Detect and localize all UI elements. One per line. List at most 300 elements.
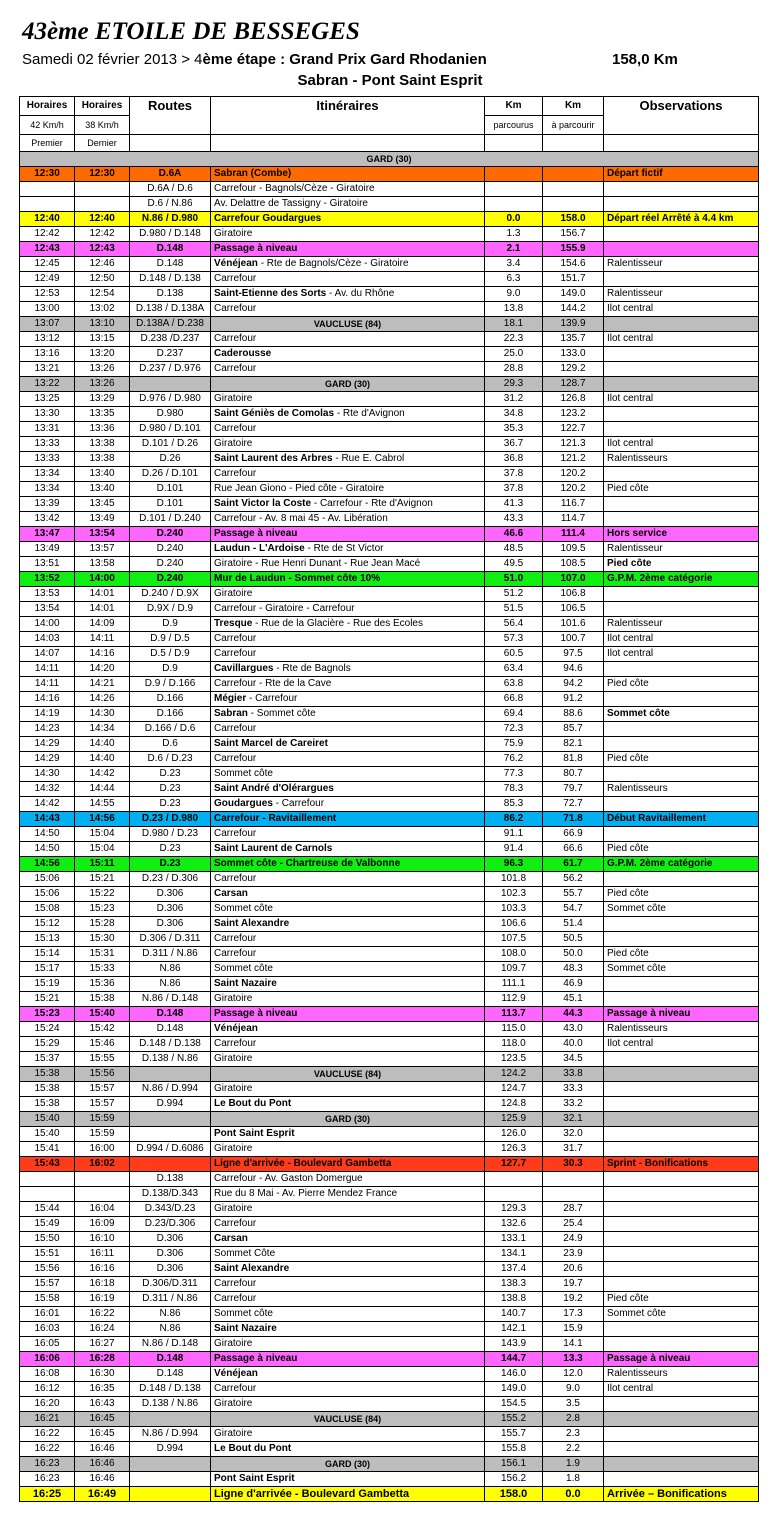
time-first: 13:07 <box>20 317 75 332</box>
time-last: 13:38 <box>75 437 130 452</box>
itinerary <box>211 497 485 512</box>
itinerary-detail: - Carrefour <box>272 798 325 809</box>
itinerary-detail: - Av. du Rhône <box>326 288 395 299</box>
time-first: 14:03 <box>20 632 75 647</box>
table-row <box>20 467 759 482</box>
itinerary-detail: Giratoire <box>214 993 253 1004</box>
itinerary-detail: - Rte de Bagnols <box>273 663 351 674</box>
observation <box>604 797 759 812</box>
itinerary-detail: Carrefour <box>214 423 257 434</box>
table-row <box>20 692 759 707</box>
time-last: 13:49 <box>75 512 130 527</box>
table-row <box>20 452 759 467</box>
time-first: 16:08 <box>20 1367 75 1382</box>
observation: Sprint - Bonifications <box>604 1157 759 1172</box>
itinerary <box>211 782 485 797</box>
table-row <box>20 1367 759 1382</box>
itinerary <box>211 212 485 227</box>
km-left: 3.5 <box>543 1397 604 1412</box>
time-last: 15:23 <box>75 902 130 917</box>
time-first: 15:50 <box>20 1232 75 1247</box>
route-code: D.138 / D.138A <box>130 302 211 317</box>
km-done: 63.8 <box>485 677 543 692</box>
time-first: 14:29 <box>20 752 75 767</box>
km-left: 34.5 <box>543 1052 604 1067</box>
place-name: Saint Marcel de Careiret <box>214 738 328 749</box>
time-last: 14:00 <box>75 572 130 587</box>
route-code: D.311 / N.86 <box>130 947 211 962</box>
time-first: 14:23 <box>20 722 75 737</box>
time-last: 16:27 <box>75 1337 130 1352</box>
route-code <box>130 1157 211 1172</box>
itinerary-detail: Carrefour <box>214 1038 257 1049</box>
time-first: 16:01 <box>20 1307 75 1322</box>
table-row <box>20 347 759 362</box>
col-header-itineraires: Itinéraires <box>211 97 485 135</box>
time-last: 16:00 <box>75 1142 130 1157</box>
itinerary <box>211 1472 485 1487</box>
place-name: Saint Géniès de Comolas <box>214 408 335 419</box>
time-first: 16:06 <box>20 1352 75 1367</box>
table-row <box>20 1382 759 1397</box>
km-left: 33.2 <box>543 1097 604 1112</box>
time-last: 12:50 <box>75 272 130 287</box>
route-code <box>130 1112 211 1127</box>
time-last: 14:21 <box>75 677 130 692</box>
time-first: 13:25 <box>20 392 75 407</box>
time-first: 16:25 <box>20 1487 75 1502</box>
itinerary <box>211 1322 485 1337</box>
itinerary-detail: - Rue E. Cabrol <box>332 453 405 464</box>
itinerary <box>211 1142 485 1157</box>
time-last: 13:40 <box>75 482 130 497</box>
time-last: 15:30 <box>75 932 130 947</box>
km-left: 94.2 <box>543 677 604 692</box>
place-name: Carrefour Goudargues <box>214 213 322 224</box>
km-left: 82.1 <box>543 737 604 752</box>
km-done: 102.3 <box>485 887 543 902</box>
itinerary <box>211 992 485 1007</box>
km-left: 28.7 <box>543 1202 604 1217</box>
observation <box>604 422 759 437</box>
itinerary <box>211 272 485 287</box>
km-left: 121.2 <box>543 452 604 467</box>
table-row <box>20 1127 759 1142</box>
time-last: 12:40 <box>75 212 130 227</box>
observation: Départ réel Arrêté à 4.4 km <box>604 212 759 227</box>
observation <box>604 1322 759 1337</box>
itinerary <box>211 1262 485 1277</box>
itinerary-detail: Giratoire <box>214 1338 253 1349</box>
table-row <box>20 1067 759 1082</box>
observation: Sommet côte <box>604 902 759 917</box>
km-left: 55.7 <box>543 887 604 902</box>
km-done: 103.3 <box>485 902 543 917</box>
itinerary <box>211 452 485 467</box>
time-first: 13:34 <box>20 467 75 482</box>
km-done: 140.7 <box>485 1307 543 1322</box>
time-first: 13:16 <box>20 347 75 362</box>
itinerary-detail: - Rte de St Victor <box>304 543 384 554</box>
itinerary <box>211 182 485 197</box>
time-first: 15:13 <box>20 932 75 947</box>
km-done: 63.4 <box>485 662 543 677</box>
route-code: D.148 <box>130 1352 211 1367</box>
km-done: 123.5 <box>485 1052 543 1067</box>
km-done: 6.3 <box>485 272 543 287</box>
itinerary <box>211 932 485 947</box>
km-done: 49.5 <box>485 557 543 572</box>
km-done: 37.8 <box>485 467 543 482</box>
route-code: D.6 / D.23 <box>130 752 211 767</box>
table-row <box>20 617 759 632</box>
table-row <box>20 1052 759 1067</box>
speed-last: 38 Km/h <box>75 116 130 135</box>
time-last: 15:28 <box>75 917 130 932</box>
itinerary <box>211 1097 485 1112</box>
time-last: 15:42 <box>75 1022 130 1037</box>
region-label: VAUCLUSE (84) <box>211 1067 485 1082</box>
observation <box>604 1262 759 1277</box>
table-row <box>20 422 759 437</box>
time-first: 14:42 <box>20 797 75 812</box>
time-last: 15:56 <box>75 1067 130 1082</box>
itinerary-detail: Carrefour - Av. 8 mai 45 - Av. Libération <box>214 513 388 524</box>
table-row <box>20 992 759 1007</box>
route-code: D.9X / D.9 <box>130 602 211 617</box>
route-code: D.6A / D.6 <box>130 182 211 197</box>
observation: Pied côte <box>604 677 759 692</box>
place-name: Mégier <box>214 693 247 704</box>
km-done: 133.1 <box>485 1232 543 1247</box>
time-last: 14:56 <box>75 812 130 827</box>
km-done: 134.1 <box>485 1247 543 1262</box>
km-done: 96.3 <box>485 857 543 872</box>
route-code: D.980 <box>130 407 211 422</box>
time-last: 12:46 <box>75 257 130 272</box>
observation: Arrivée – Bonifications <box>604 1487 759 1502</box>
time-first: 13:34 <box>20 482 75 497</box>
itinerary <box>211 1367 485 1382</box>
time-last: 16:30 <box>75 1367 130 1382</box>
itinerary-detail: Giratoire <box>214 438 253 449</box>
km-done: 149.0 <box>485 1382 543 1397</box>
itinerary <box>211 302 485 317</box>
table-row <box>20 182 759 197</box>
km-left: 24.9 <box>543 1232 604 1247</box>
time-last: 15:59 <box>75 1127 130 1142</box>
time-first: 15:23 <box>20 1007 75 1022</box>
time-last: 15:11 <box>75 857 130 872</box>
time-last: 15:46 <box>75 1037 130 1052</box>
route-code: D.994 <box>130 1442 211 1457</box>
time-last: 14:42 <box>75 767 130 782</box>
table-row <box>20 242 759 257</box>
route-code <box>130 1472 211 1487</box>
observation <box>604 1052 759 1067</box>
km-left: 123.2 <box>543 407 604 422</box>
table-row <box>20 962 759 977</box>
km-left: 85.7 <box>543 722 604 737</box>
route-code: D.6 / N.86 <box>130 197 211 212</box>
observation <box>604 977 759 992</box>
route-code: N.86 / D.148 <box>130 1337 211 1352</box>
route-code: D.306 <box>130 917 211 932</box>
table-row <box>20 1112 759 1127</box>
time-first: 13:52 <box>20 572 75 587</box>
route-code: D.994 <box>130 1097 211 1112</box>
col-header-km-left: Km <box>543 97 604 116</box>
time-first: 15:38 <box>20 1067 75 1082</box>
time-last: 15:22 <box>75 887 130 902</box>
observation: Ilot central <box>604 437 759 452</box>
km-done: 2.1 <box>485 242 543 257</box>
km-done: 51.5 <box>485 602 543 617</box>
km-left: 139.9 <box>543 317 604 332</box>
km-left: 128.7 <box>543 377 604 392</box>
km-left: 72.7 <box>543 797 604 812</box>
km-left: 9.0 <box>543 1382 604 1397</box>
time-first: 16:23 <box>20 1457 75 1472</box>
place-name: Le Bout du Pont <box>214 1098 292 1109</box>
km-done: 106.6 <box>485 917 543 932</box>
observation <box>604 377 759 392</box>
km-left: 133.0 <box>543 347 604 362</box>
itinerary-detail: - Rue de la Glacière - Rue des Ecoles <box>252 618 423 629</box>
time-first: 15:17 <box>20 962 75 977</box>
observation <box>604 1427 759 1442</box>
itinerary <box>211 467 485 482</box>
km-left: 54.7 <box>543 902 604 917</box>
place-name: Ligne d'arrivée - Boulevard Gambetta <box>214 1488 410 1500</box>
time-first: 13:47 <box>20 527 75 542</box>
table-row <box>20 797 759 812</box>
km-done <box>485 197 543 212</box>
time-last: 16:49 <box>75 1487 130 1502</box>
time-last: 13:15 <box>75 332 130 347</box>
observation <box>604 737 759 752</box>
time-first: 15:38 <box>20 1082 75 1097</box>
km-done: 36.8 <box>485 452 543 467</box>
itinerary <box>211 1157 485 1172</box>
route-code: D.6 <box>130 737 211 752</box>
observation <box>604 512 759 527</box>
time-first: 16:22 <box>20 1427 75 1442</box>
route-code: N.86 <box>130 1322 211 1337</box>
observation <box>604 692 759 707</box>
km-left <box>543 167 604 182</box>
table-row <box>20 587 759 602</box>
itinerary <box>211 422 485 437</box>
time-last: 13:10 <box>75 317 130 332</box>
table-row <box>20 827 759 842</box>
time-first: 14:29 <box>20 737 75 752</box>
km-done: 34.8 <box>485 407 543 422</box>
km-left: 33.8 <box>543 1067 604 1082</box>
itinerary-detail: Sommet Côte <box>214 1248 276 1259</box>
col-header-routes: Routes <box>130 97 211 135</box>
route-code: D.148 <box>130 257 211 272</box>
itinerary-detail: Carrefour <box>214 1278 257 1289</box>
table-row <box>20 527 759 542</box>
route-code <box>130 377 211 392</box>
km-left <box>543 197 604 212</box>
time-first: 12:30 <box>20 167 75 182</box>
observation: Ralentisseur <box>604 617 759 632</box>
time-first: 14:43 <box>20 812 75 827</box>
table-row <box>20 512 759 527</box>
table-row <box>20 707 759 722</box>
km-done <box>485 1187 543 1202</box>
table-row <box>20 482 759 497</box>
table-row <box>20 407 759 422</box>
time-last: 16:46 <box>75 1472 130 1487</box>
itinerary-detail: Sommet côte <box>214 768 273 779</box>
table-row <box>20 572 759 587</box>
table-row <box>20 152 759 167</box>
itinerary-detail: Carrefour <box>214 468 257 479</box>
table-row <box>20 212 759 227</box>
table-row <box>20 842 759 857</box>
route-code: D.26 / D.101 <box>130 467 211 482</box>
time-first: 13:33 <box>20 452 75 467</box>
route-code: D.237 <box>130 347 211 362</box>
observation <box>604 602 759 617</box>
observation <box>604 362 759 377</box>
table-row <box>20 1172 759 1187</box>
itinerary-detail: Giratoire <box>214 1203 253 1214</box>
itinerary <box>211 1442 485 1457</box>
itinerary-detail: Carrefour <box>214 303 257 314</box>
itinerary-detail: Carrefour <box>214 648 257 659</box>
km-left: 151.7 <box>543 272 604 287</box>
km-done: 3.4 <box>485 257 543 272</box>
itinerary-detail: Rue Jean Giono - Pied côte - Giratoire <box>214 483 385 494</box>
itinerary-detail: Carrefour - Av. Gaston Domergue <box>214 1173 363 1184</box>
time-first: 15:21 <box>20 992 75 1007</box>
route-code: D.23/D.306 <box>130 1217 211 1232</box>
km-left: 101.6 <box>543 617 604 632</box>
itinerary-detail: Giratoire <box>214 1398 253 1409</box>
km-done: 109.7 <box>485 962 543 977</box>
table-row <box>20 767 759 782</box>
table-row <box>20 437 759 452</box>
km-done: 43.3 <box>485 512 543 527</box>
time-last: 13:35 <box>75 407 130 422</box>
observation: Pied côte <box>604 842 759 857</box>
time-first: 15:37 <box>20 1052 75 1067</box>
km-done: 51.2 <box>485 587 543 602</box>
table-row <box>20 1082 759 1097</box>
table-row <box>20 1292 759 1307</box>
km-done: 13.8 <box>485 302 543 317</box>
km-left: 94.6 <box>543 662 604 677</box>
route-code: D.23 <box>130 842 211 857</box>
observation <box>604 467 759 482</box>
time-last: 14:40 <box>75 737 130 752</box>
observation: Ralentisseur <box>604 542 759 557</box>
observation <box>604 1172 759 1187</box>
time-first: 12:42 <box>20 227 75 242</box>
table-row <box>20 1427 759 1442</box>
itinerary <box>211 287 485 302</box>
km-done: 51.0 <box>485 572 543 587</box>
km-done: 129.3 <box>485 1202 543 1217</box>
itinerary <box>211 602 485 617</box>
observation <box>604 407 759 422</box>
itinerary-detail: Giratoire <box>214 588 253 599</box>
km-left: 126.8 <box>543 392 604 407</box>
time-first: 15:56 <box>20 1262 75 1277</box>
km-done: 66.8 <box>485 692 543 707</box>
km-done: 41.3 <box>485 497 543 512</box>
observation <box>604 1277 759 1292</box>
km-done: 76.2 <box>485 752 543 767</box>
route-code: D.994 / D.6086 <box>130 1142 211 1157</box>
table-row <box>20 1397 759 1412</box>
time-last <box>75 1187 130 1202</box>
km-left: 120.2 <box>543 482 604 497</box>
table-row <box>20 1217 759 1232</box>
observation <box>604 1142 759 1157</box>
itinerary <box>211 1307 485 1322</box>
route-code: D.23 <box>130 797 211 812</box>
time-first: 14:00 <box>20 617 75 632</box>
time-first: 13:42 <box>20 512 75 527</box>
km-left: 43.0 <box>543 1022 604 1037</box>
km-done: 111.1 <box>485 977 543 992</box>
route-code <box>130 1487 211 1502</box>
km-left-label: à parcourir <box>543 116 604 135</box>
itinerary-detail: Carrefour <box>214 1293 257 1304</box>
table-row <box>20 602 759 617</box>
time-last: 15:38 <box>75 992 130 1007</box>
time-first: 14:30 <box>20 767 75 782</box>
observation <box>604 317 759 332</box>
time-first: 14:50 <box>20 842 75 857</box>
itinerary-detail: - Carrefour - Rte d'Avignon <box>311 498 433 509</box>
route-code: D.343/D.23 <box>130 1202 211 1217</box>
itinerary <box>211 1202 485 1217</box>
km-done: 31.2 <box>485 392 543 407</box>
itinerary <box>211 1082 485 1097</box>
time-first: 15:58 <box>20 1292 75 1307</box>
observation <box>604 767 759 782</box>
time-last: 16:28 <box>75 1352 130 1367</box>
table-row <box>20 287 759 302</box>
km-left: 106.5 <box>543 602 604 617</box>
km-done: 124.2 <box>485 1067 543 1082</box>
route-code: D.240 <box>130 572 211 587</box>
route-code: D.306 / D.311 <box>130 932 211 947</box>
table-row <box>20 1352 759 1367</box>
stage-date: Samedi 02 février 2013 > 4 <box>22 51 203 68</box>
time-last: 16:04 <box>75 1202 130 1217</box>
route-code: D.26 <box>130 452 211 467</box>
route-code: D.148 <box>130 1007 211 1022</box>
itinerary <box>211 842 485 857</box>
route-code: D.138/D.343 <box>130 1187 211 1202</box>
table-row <box>20 302 759 317</box>
table-row <box>20 1037 759 1052</box>
time-last: 14:44 <box>75 782 130 797</box>
table-row <box>20 1487 759 1502</box>
observation <box>604 1067 759 1082</box>
table-row <box>20 257 759 272</box>
place-name: Passage à niveau <box>214 1008 298 1019</box>
time-first: 13:12 <box>20 332 75 347</box>
itinerary-detail: Rue du 8 Mai - Av. Pierre Mendez France <box>214 1188 398 1199</box>
